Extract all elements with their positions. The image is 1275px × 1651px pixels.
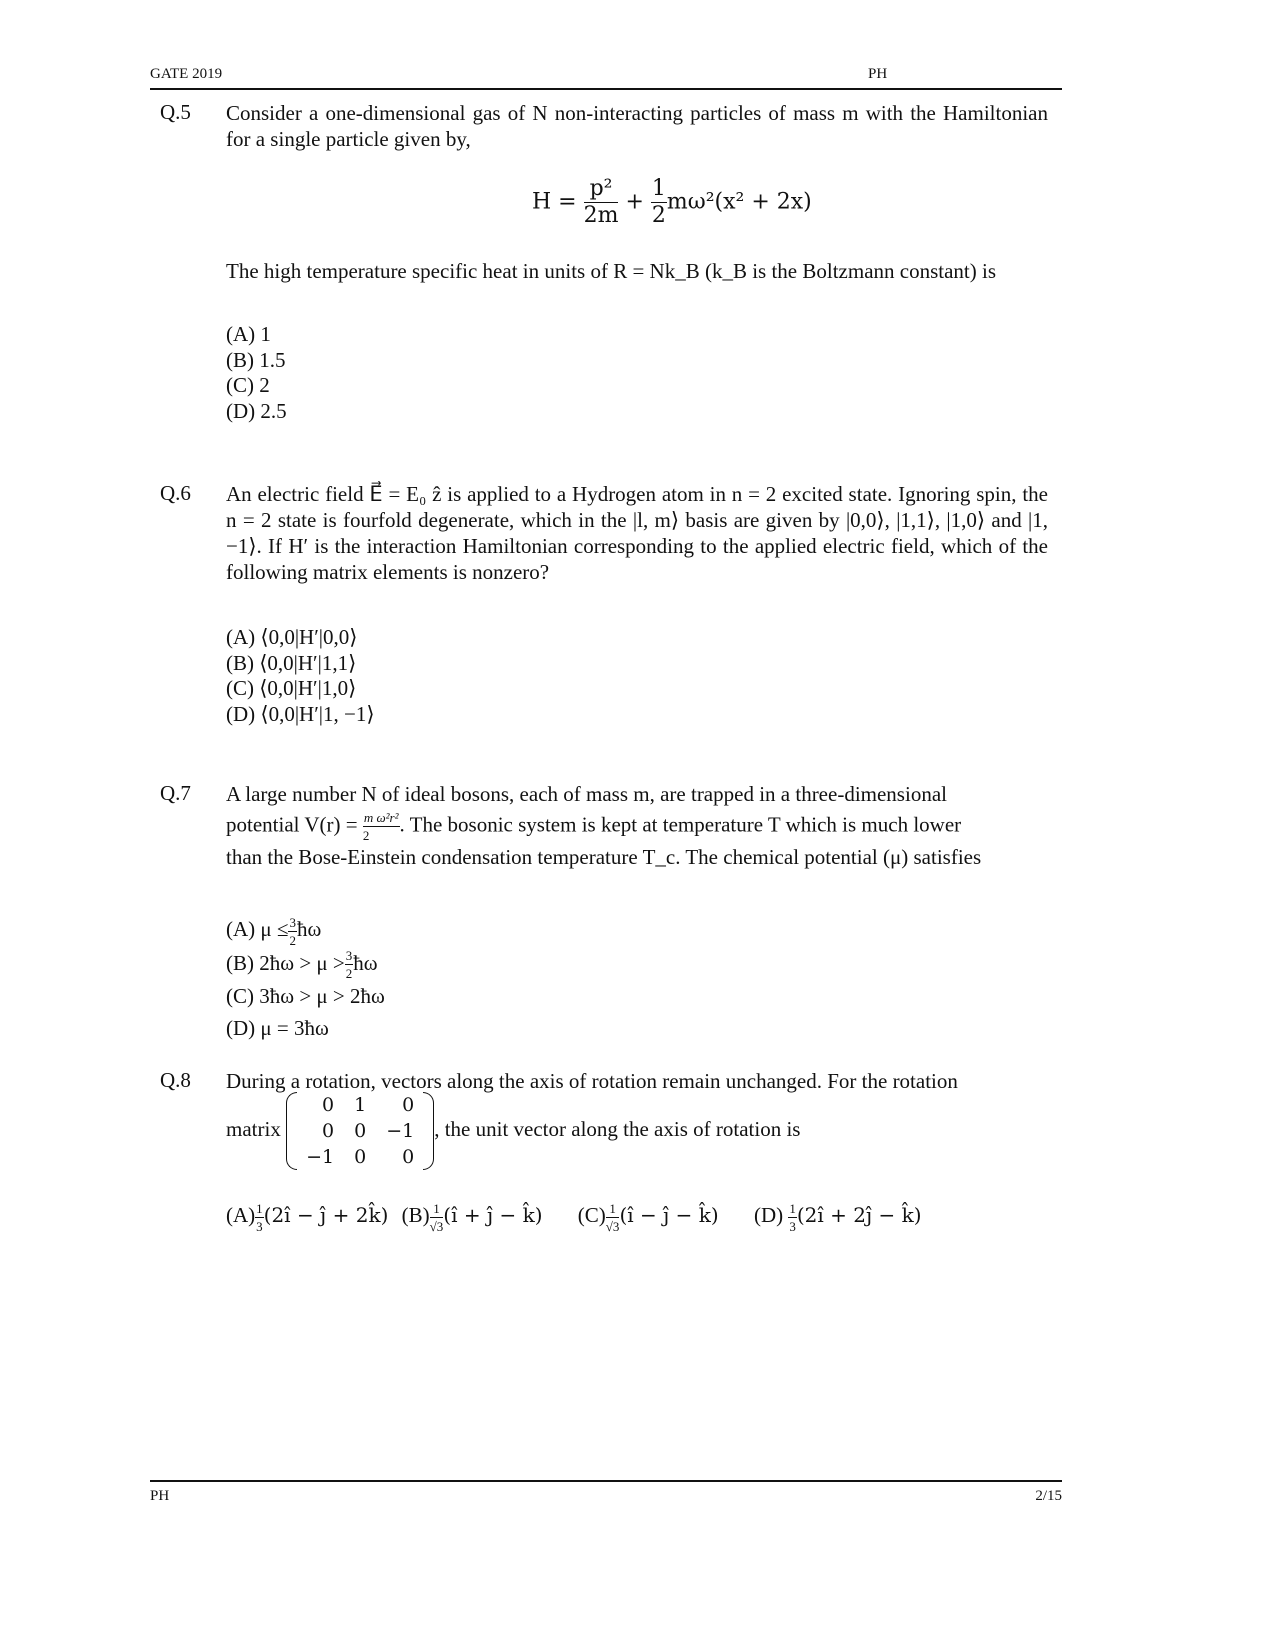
eq-plus: + [625, 189, 644, 215]
matrix-cell: 0 [354, 1146, 367, 1168]
eq-fraction-half: $\frac{1}{2}$ [651, 176, 666, 228]
question-text: An electric field E⃗ = E₀ ẑ is applied to a Hydrogen atom in n = 2 excited state. Ignoring spin, the n = 2 state is fourfold degenerate, which in the |l, m⟩ basis are given by |0,0⟩, |1,1⟩, |1,0⟩ and |1, −1⟩. If H′ is the interaction Hamiltonian corresponding to the applied electric field, which of the following matrix elements is nonzero? [226, 482, 1048, 584]
potential-fraction: $\frac{\text{m ω²r²}}{2}$ [362, 810, 399, 843]
options-list [226, 625, 375, 727]
question-text-line-1: A large number N of ideal bosons, each of mass m, are trapped in a three-dimensional [226, 782, 947, 806]
matrix-cell: 0 [322, 1120, 335, 1142]
eq-fraction-kinetic: $\frac{\text{p²}}{2m}$ [583, 176, 619, 228]
paper-code: PH [868, 66, 888, 82]
matrix-cell: −1 [306, 1146, 335, 1168]
question-number: Q.6 [160, 481, 191, 505]
question-text-line-1: During a rotation, vectors along the axis of rotation remain unchanged. For the rotation [226, 1069, 958, 1093]
option-b[interactable]: (B) $\frac{1}{√3}$ (î + ĵ − k̂) [401, 1201, 543, 1234]
footer-paper-code: PH [150, 1488, 170, 1504]
matrix-label: matrix [226, 1116, 281, 1141]
question-number: Q.5 [160, 100, 191, 124]
matrix-cell: 0 [322, 1094, 335, 1116]
question-text-line-2 [226, 1092, 1048, 1170]
eq-potential: mω²(x² + 2x) [666, 189, 812, 215]
option-b[interactable]: (B) 2ħω > μ > $\frac{3}{2}$ ħω [226, 948, 378, 982]
question-number: Q.7 [160, 781, 191, 805]
option-d[interactable]: (D) ⟨0,0|H′|1, −1⟩ [226, 701, 375, 726]
matrix-cell: 0 [402, 1094, 415, 1116]
matrix-cell: −1 [386, 1120, 415, 1142]
options-list [226, 322, 287, 424]
option-c[interactable]: (C) ⟨0,0|H′|1,0⟩ [226, 676, 357, 700]
page-header [150, 66, 1062, 90]
option-c[interactable]: (C) $\frac{1}{√3}$ (î − ĵ − k̂) [577, 1201, 719, 1234]
question-text-line-3: than the Bose-Einstein condensation temperature T_c. The chemical potential (μ) satisfies [226, 845, 982, 869]
question-text-tail: , the unit vector along the axis of rotation is [434, 1116, 801, 1141]
question-text: Consider a one-dimensional gas of N non-interacting particles of mass m with the Hamiltonian for a single particle given by, [226, 101, 1048, 151]
option-a[interactable]: (A) 1 [226, 322, 271, 346]
matrix-cell: 1 [354, 1094, 367, 1116]
question-number: Q.8 [160, 1068, 191, 1092]
option-b[interactable]: (B) 1.5 [226, 347, 286, 372]
option-c[interactable]: (C) 2 [226, 373, 270, 397]
question-text-2: The high temperature specific heat in units of R = Nk_B (k_B is the Boltzmann constant) is [226, 259, 997, 283]
page-footer [150, 1480, 1062, 1504]
eq-lhs: H = [532, 189, 577, 215]
options-list [226, 913, 385, 1044]
option-d[interactable]: (D) $\frac{1}{3}$ (2î + 2ĵ − k̂) [753, 1201, 922, 1234]
matrix-cell: 0 [402, 1146, 415, 1168]
options-list [226, 1202, 922, 1233]
option-a[interactable]: (A) $\frac{1}{3}$ (2î − ĵ + 2k̂) [226, 1201, 389, 1234]
option-a[interactable]: (A) μ ≤ $\frac{3}{2}$ ħω [226, 914, 322, 948]
option-a[interactable]: (A) ⟨0,0|H′|0,0⟩ [226, 625, 358, 649]
matrix-cell: 0 [354, 1120, 367, 1142]
option-d[interactable]: (D) 2.5 [226, 398, 287, 423]
exam-title: GATE 2019 [150, 66, 223, 82]
question-text-line-2: potential V(r) = $\frac{\text{m ω²r²}}{2}$ . The bosonic system is kept at temperature T which is much lower [226, 810, 962, 843]
rotation-matrix [286, 1092, 434, 1170]
page-number: 2/15 [1035, 1488, 1062, 1504]
option-b[interactable]: (B) ⟨0,0|H′|1,1⟩ [226, 650, 357, 675]
hamiltonian-equation [532, 178, 812, 227]
option-c[interactable]: (C) 3ħω > μ > 2ħω [226, 984, 385, 1009]
option-d[interactable]: (D) μ = 3ħω [226, 1016, 329, 1041]
